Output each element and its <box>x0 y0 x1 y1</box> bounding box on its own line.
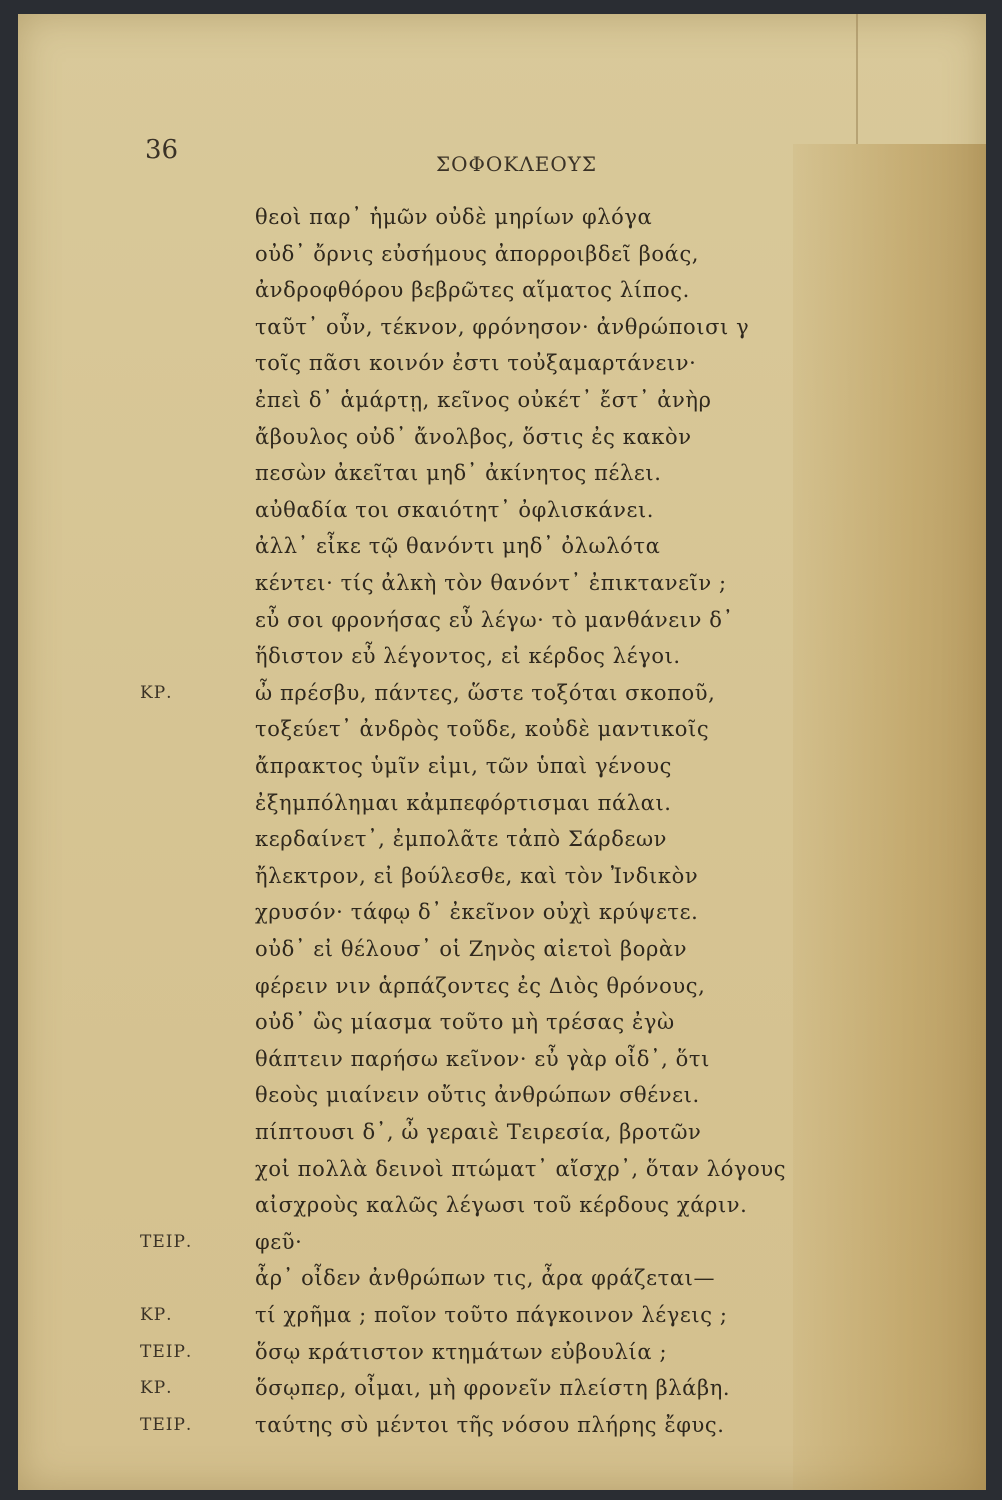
verse-line: οὐδ᾿ ὣς μίασμα τοῦτο μὴ τρέσας ἐγὼ <box>255 1010 675 1035</box>
speaker-label: ΤΕΙΡ. <box>140 1231 193 1252</box>
verse-line: κέντει· τίς ἀλκὴ τὸν θανόντ᾿ ἐπικτανεῖν ; <box>255 571 727 595</box>
verse-line: οὐδ᾿ εἰ θέλουσ᾿ οἱ Ζηνὸς αἰετοὶ βορὰν <box>255 937 688 961</box>
speaker-label: ΤΕΙΡ. <box>140 1341 193 1362</box>
verse-line: φεῦ· <box>255 1229 303 1254</box>
verse-line: θάπτειν παρήσω κεῖνον· εὖ γὰρ οἶδ᾿, ὅτι <box>255 1046 710 1071</box>
verse-line: ὦ πρέσβυ, πάντες, ὥστε τοξόται σκοποῦ, <box>255 680 716 705</box>
verse-line: κερδαίνετ᾿, ἐμπολᾶτε τἀπὸ Σάρδεων <box>255 827 668 852</box>
verse-line: χρυσόν· τάφῳ δ᾿ ἐκεῖνον οὐχὶ κρύψετε. <box>255 900 699 925</box>
verse-line: ἄπρακτος ὑμῖν εἰμι, τῶν ὑπαὶ γένους <box>255 754 672 778</box>
water-stain <box>793 144 986 1490</box>
verse-line: αἰσχροὺς καλῶς λέγωσι τοῦ κέρδους χάριν. <box>255 1193 748 1218</box>
page-fold <box>856 14 858 144</box>
verse-line: ἤλεκτρον, εἰ βούλεσθε, καὶ τὸν Ἰνδικὸν <box>255 863 699 888</box>
verse-line: πίπτουσι δ᾿, ὦ γεραιὲ Τειρεσία, βροτῶν <box>255 1120 702 1144</box>
verse-line: τί χρῆμα ; ποῖον τοῦτο πάγκοινον λέγεις ; <box>255 1303 728 1327</box>
verse-line: φέρειν νιν ἁρπάζοντες ἐς Διὸς θρόνους, <box>255 973 706 998</box>
verse-line: ἥδιστον εὖ λέγοντος, εἰ κέρδος λέγοι. <box>255 644 681 669</box>
verse-line: ἀνδροφθόρου βεβρῶτες αἵματος λίπος. <box>255 278 690 303</box>
verse-line: οὐδ᾿ ὄρνις εὐσήμους ἀπορροιβδεῖ βοάς, <box>255 241 700 266</box>
verse-line: ἆρ᾿ οἶδεν ἀνθρώπων τις, ἆρα φράζεται— <box>255 1266 716 1291</box>
verse-line: ἐξημπόλημαι κἀμπεφόρτισμαι πάλαι. <box>255 790 672 815</box>
verse-line: ὅσῳ κράτιστον κτημάτων εὐβουλία ; <box>255 1339 668 1364</box>
verse-line: ταύτης σὺ μέντοι τῆς νόσου πλήρης ἔφυς. <box>255 1412 725 1437</box>
verse-line: θεοὺς μιαίνειν οὔτις ἀνθρώπων σθένει. <box>255 1083 700 1108</box>
verse-line: ἀλλ᾿ εἶκε τῷ θανόντι μηδ᾿ ὀλωλότα <box>255 534 661 559</box>
verse-line: αὐθαδία τοι σκαιότητ᾿ ὀφλισκάνει. <box>255 497 655 522</box>
verse-line: εὖ σοι φρονήσας εὖ λέγω· τὸ μανθάνειν δ᾿ <box>255 607 734 632</box>
verse-line: ὅσῳπερ, οἶμαι, μὴ φρονεῖν πλείστη βλάβη. <box>255 1376 731 1401</box>
running-head: ΣΟΦΟΚΛΕΟΥΣ <box>436 152 598 176</box>
page-number: 36 <box>145 135 179 165</box>
verse-line: ἄβουλος οὐδ᾿ ἄνολβος, ὅστις ἐς κακὸν <box>255 424 692 449</box>
verse-line: τοξεύετ᾿ ἀνδρὸς τοῦδε, κοὐδὲ μαντικοῖς <box>255 717 710 742</box>
verse-line: τοῖς πᾶσι κοινόν ἐστι τοὐξαμαρτάνειν· <box>255 351 697 376</box>
speaker-label: ΚΡ. <box>140 682 173 703</box>
speaker-label: ΚΡ. <box>140 1305 173 1325</box>
verse-line: ταῦτ᾿ οὖν, τέκνον, φρόνησον· ἀνθρώποισι γ <box>255 314 750 339</box>
verse-line: πεσὼν ἀκεῖται μηδ᾿ ἀκίνητος πέλει. <box>255 461 662 486</box>
verse-line: χοἰ πολλὰ δεινοὶ πτώματ᾿ αἴσχρ᾿, ὅταν λόγους <box>255 1156 787 1181</box>
speaker-label: ΚΡ. <box>140 1378 173 1399</box>
verse-line: ἐπεὶ δ᾿ ἁμάρτῃ, κεῖνος οὐκέτ᾿ ἔστ᾿ ἀνὴρ <box>255 388 712 412</box>
verse-line: θεοὶ παρ᾿ ἡμῶν οὐδὲ μηρίων φλόγα <box>255 205 653 229</box>
speaker-label: ΤΕΙΡ. <box>140 1414 193 1435</box>
